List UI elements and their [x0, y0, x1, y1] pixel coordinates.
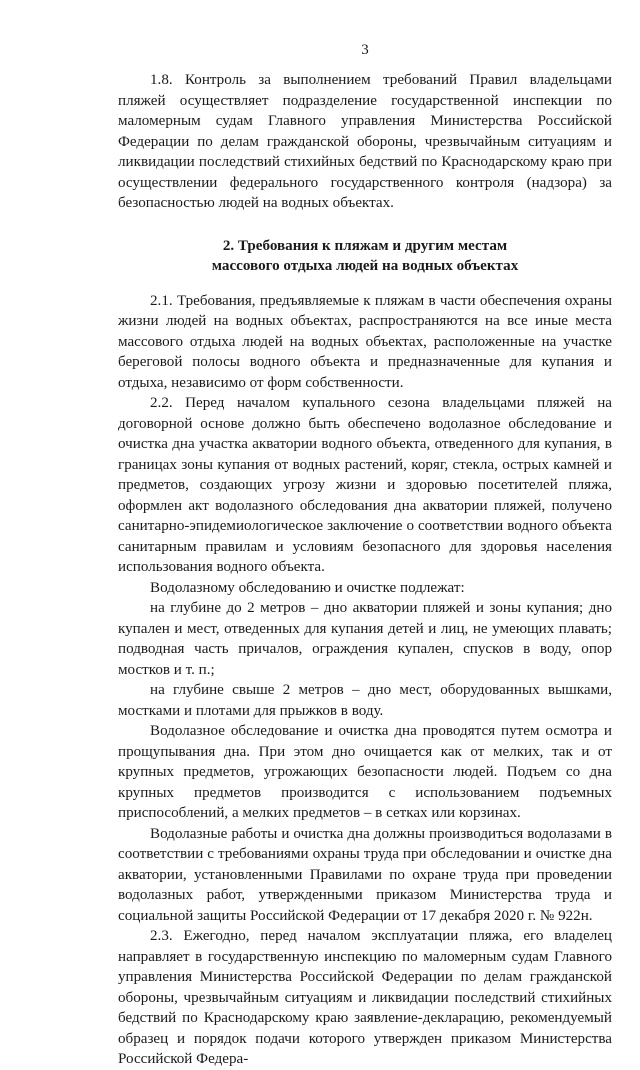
paragraph-diving-works: Водолазные работы и очистка дна должны производиться водолазами в соответствии с требованиями охраны труда при обследовании и очистке дна акватории, установленными Правилами по охране труда при проведении водолазных работ, утвержденными приказом Министерства труда и социальной защиты Российской Федерации от 17 декабря 2020 г. № 922н. — [118, 825, 612, 924]
paragraph-2-2: 2.2. Перед началом купального сезона владельцами пляжей на договорной основе должно быть обеспечено водолазное обследование и очистка дна участка акватории водного объекта, отведенного для купания, в границах зоны купания от водных растений, коряг, стекла, острых камней и предметов, создающих угрозу жизни и здоровью посетителей пляжа, оформлен акт водолазного обследования дна акватории пляжей, получено санитарно-эпидемиологическое заключение о соответствии водного объекта санитарным правилам и условиям безопасного для здоровья населения использования водного объекта. — [118, 395, 612, 575]
section-title-line-2: массового отдыха людей на водных объектах — [211, 258, 519, 274]
paragraph-1-8: 1.8. Контроль за выполнением требований Правил владельцами пляжей осуществляет подразделение государственной инспекции по маломерным судам Главного управления Министерства Российской Федерации по делам гражданской обороны, чрезвычайным ситуациям и ликвидации последствий стихийных бедствий по Краснодарскому краю при осуществлении федерального государственного контроля (надзора) за безопасностью людей на водных объектах. — [118, 72, 612, 211]
paragraph-inspection-method: Водолазное обследование и очистка дна проводятся путем осмотра и прощупывания дна. При этом дно очищается как от мелких, так и от крупных предметов, угрожающих безопасности людей. Подъем со дна крупных предметов производится с использованием подъемных приспособлений, а мелких предметов – в сетках или корзинах. — [118, 723, 612, 821]
section-title-line-1: 2. Требования к пляжам и другим местам — [222, 237, 508, 254]
section-title — [118, 236, 612, 277]
paragraph-depth-up-to-2m: на глубине до 2 метров – дно акватории пляжей и зоны купания; дно купален и мест, отведенных для купания детей и лиц, не умеющих плавать; подводная часть причалов, ограждения купален, спусков в воду, опор мостков и т. п.; — [118, 600, 612, 678]
document-page — [118, 40, 612, 1070]
paragraph-2-1: 2.1. Требования, предъявляемые к пляжам в части обеспечения охраны жизни людей на водных объектах, распространяются на все иные места массового отдыха людей на водных объектах, расположенные на участке береговой полосы водного объекта и предназначенные для купания и отдыха, независимо от форм собственности. — [118, 292, 612, 391]
paragraph-diving-subject: Водолазному обследованию и очистке подлежат: — [150, 579, 465, 596]
page-number: 3 — [361, 42, 369, 58]
paragraph-2-3: 2.3. Ежегодно, перед началом эксплуатации пляжа, его владелец направляет в государственную инспекцию по маломерным судам Главного управления Министерства Российской Федерации по делам гражданской обороны, чрезвычайным ситуациям и ликвидации последствий стихийных бедствий по Краснодарскому краю заявление-декларацию, рекомендуемый образец и порядок подачи которого утвержден приказом Министерства Российской Федера- — [118, 928, 612, 1067]
paragraph-depth-over-2m: на глубине свыше 2 метров – дно мест, оборудованных вышками, мостками и плотами для прыжков в воду. — [118, 682, 612, 719]
